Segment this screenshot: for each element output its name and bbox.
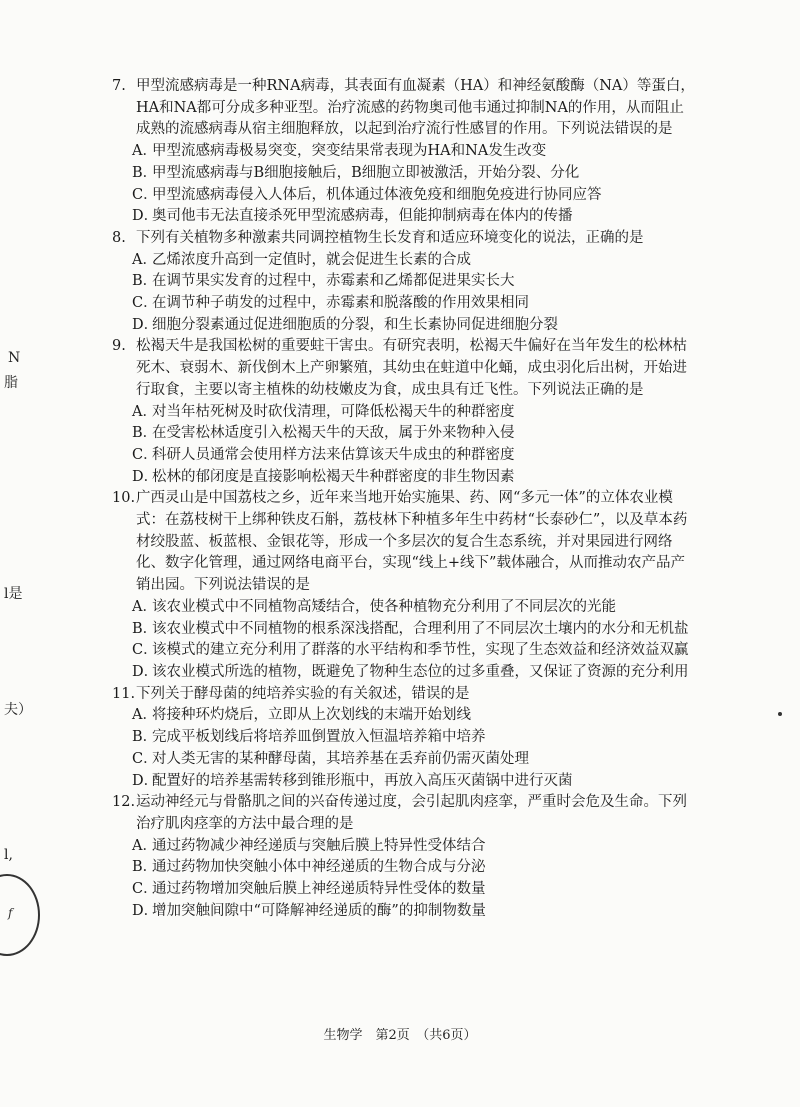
answer-option [112,727,696,749]
question-stem [112,336,696,401]
question-text: 松褐天牛是我国松树的重要蛀干害虫。有研究表明，松褐天牛偏好在当年发生的松林枯死木、衰弱木、新伐倒木上产卵繁殖，其幼虫在蛀道中化蛹，成虫羽化后出树，开始进行取食，主要以寄主植株的幼枝嫩皮为食，成虫具有迁飞性。下列说法正确的是 [136,338,687,398]
margin-fragment: 夫） [4,702,32,718]
option-text: 将接种环灼烧后，立即从上次划线的末端开始划线 [152,707,471,724]
option-text: 对人类无害的某种酵母菌，其培养基在丢弃前仍需灭菌处理 [152,750,529,767]
answer-option [112,640,696,662]
option-label: A． [132,837,157,854]
option-text: 该农业模式所选的植物，既避免了物种生态位的过多重叠，又保证了资源的充分利用 [152,663,689,680]
option-text: 甲型流感病毒侵入人体后，机体通过体液免疫和细胞免疫进行协同应答 [152,186,602,203]
option-label: D． [132,468,159,485]
option-label: D． [132,772,159,789]
option-text: 通过药物减少神经递质与突触后膜上特异性受体结合 [152,837,486,854]
option-label: C． [132,750,158,767]
option-label: A． [132,707,157,724]
question-list [112,76,696,922]
margin-fragment: l, [4,847,13,863]
question-number: 8. [112,229,126,246]
answer-option [112,293,696,315]
option-text: 对当年枯死树及时砍伐清理，可降低松褐天牛的种群密度 [152,403,515,420]
option-label: B． [132,729,158,746]
question-text: 下列有关植物多种激素共同调控植物生长发育和适应环境变化的说法，正确的是 [136,229,644,246]
option-text: 配置好的培养基需转移到锥形瓶中，再放入高压灭菌锅中进行灭菌 [152,772,573,789]
answer-option [112,771,696,793]
option-text: 在调节种子萌发的过程中，赤霉素和脱落酸的作用效果相同 [152,295,529,312]
answer-option [112,423,696,445]
option-label: D． [132,902,159,919]
page-footer: 生物学 第2页 （共6页） [323,1028,477,1043]
option-label: B． [132,273,158,290]
option-label: C． [132,295,158,312]
option-label: D． [132,663,159,680]
answer-option [112,901,696,923]
answer-option [112,206,696,228]
option-text: 甲型流感病毒与B细胞接触后，B细胞立即被激活，开始分裂、分化 [152,164,580,181]
answer-option [112,402,696,424]
option-label: D． [132,316,159,333]
option-label: A． [132,598,157,615]
question-stem [112,684,696,706]
answer-option [112,836,696,858]
seal-stamp-icon [0,874,40,956]
option-text: 通过药物增加突触后膜上神经递质特异性受体的数量 [152,881,486,898]
answer-option [112,250,696,272]
question-stem [112,792,696,835]
question-stem [112,76,696,141]
question-10 [112,488,696,683]
question-9 [112,336,696,488]
seal-glyph: f [8,906,13,920]
answer-option [112,163,696,185]
answer-option [112,185,696,207]
question-text: 广西灵山是中国荔枝之乡，近年来当地开始实施果、药、网“多元一体”的立体农业模式：在荔枝树干上绑种铁皮石斛，荔枝林下种植多年生中药材“长泰砂仁”，以及草本药材绞股蓝、板蓝根、金银花等，形成一个多层次的复合生态系统，并对果园进行网络化、数字化管理，通过网络电商平台，实现“线上+线下”载体融合，从而推动农产品产销出园。下列说法错误的是 [136,490,688,594]
answer-option [112,271,696,293]
option-text: 该模式的建立充分利用了群落的水平结构和季节性，实现了生态效益和经济效益双赢 [152,642,689,659]
option-label: C． [132,446,158,463]
question-8 [112,228,696,337]
answer-option [112,445,696,467]
option-label: B． [132,620,158,637]
question-12 [112,792,696,922]
scan-speck [778,712,782,716]
question-text: 运动神经元与骨骼肌之间的兴奋传递过度，会引起肌肉痉挛，严重时会危及生命。下列治疗肌肉痉挛的方法中最合理的是 [136,794,687,832]
option-label: A． [132,403,157,420]
question-number: 7. [112,78,126,94]
answer-option [112,619,696,641]
answer-option [112,597,696,619]
answer-option [112,315,696,337]
question-stem [112,228,696,250]
option-text: 该农业模式中不同植物的根系深浅搭配，合理利用了不同层次土壤内的水分和无机盐 [152,620,689,637]
option-text: 在调节果实发育的过程中，赤霉素和乙烯都促进果实长大 [152,273,515,290]
margin-fragment: N [8,350,21,366]
question-number: 9. [112,338,126,355]
option-text: 科研人员通常会使用样方法来估算该天牛成虫的种群密度 [152,446,515,463]
option-label: D． [132,208,159,225]
question-7 [112,76,696,228]
option-text: 甲型流感病毒极易突变，突变结果常表现为HA和NA发生改变 [152,143,547,160]
option-text: 乙烯浓度升高到一定值时，就会促进生长素的合成 [152,251,471,268]
question-number: 11. [112,685,136,702]
option-label: C． [132,186,158,203]
option-text: 奥司他韦无法直接杀死甲型流感病毒，但能抑制病毒在体内的传播 [152,208,573,225]
question-text: 甲型流感病毒是一种RNA病毒，其表面有血凝素（HA）和神经氨酸酶（NA）等蛋白，HA和NA都可分成多种亚型。治疗流感的药物奥司他韦通过抑制NA的作用，从而阻止成熟的流感病毒从宿主细胞释放，以起到治疗流行性感冒的作用。下列说法错误的是 [136,78,695,138]
option-text: 细胞分裂素通过促进细胞质的分裂，和生长素协同促进细胞分裂 [152,316,558,333]
option-text: 完成平板划线后将培养皿倒置放入恒温培养箱中培养 [152,729,486,746]
answer-option [112,879,696,901]
answer-option [112,857,696,879]
option-label: B． [132,425,158,442]
question-11 [112,684,696,793]
question-number: 12. [112,794,136,811]
option-label: B． [132,164,158,181]
option-label: B． [132,859,158,876]
option-label: C． [132,642,158,659]
margin-fragment: l是 [4,586,23,602]
option-text: 在受害松林适度引入松褐天牛的天敌，属于外来物种入侵 [152,425,515,442]
answer-option [112,467,696,489]
option-text: 通过药物加快突触小体中神经递质的生物合成与分泌 [152,859,486,876]
question-stem [112,488,696,597]
option-label: C． [132,881,158,898]
answer-option [112,662,696,684]
margin-fragment: 脂 [4,375,18,391]
option-label: A． [132,251,157,268]
option-label: A． [132,143,157,160]
option-text: 增加突触间隙中“可降解神经递质的酶”的抑制物数量 [152,902,486,919]
option-text: 松林的郁闭度是直接影响松褐天牛种群密度的非生物因素 [152,468,515,485]
answer-option [112,141,696,163]
answer-option [112,749,696,771]
option-text: 该农业模式中不同植物高矮结合，使各种植物充分利用了不同层次的光能 [152,598,616,615]
answer-option [112,705,696,727]
question-number: 10. [112,490,136,507]
question-text: 下列关于酵母菌的纯培养实验的有关叙述，错误的是 [136,685,470,702]
